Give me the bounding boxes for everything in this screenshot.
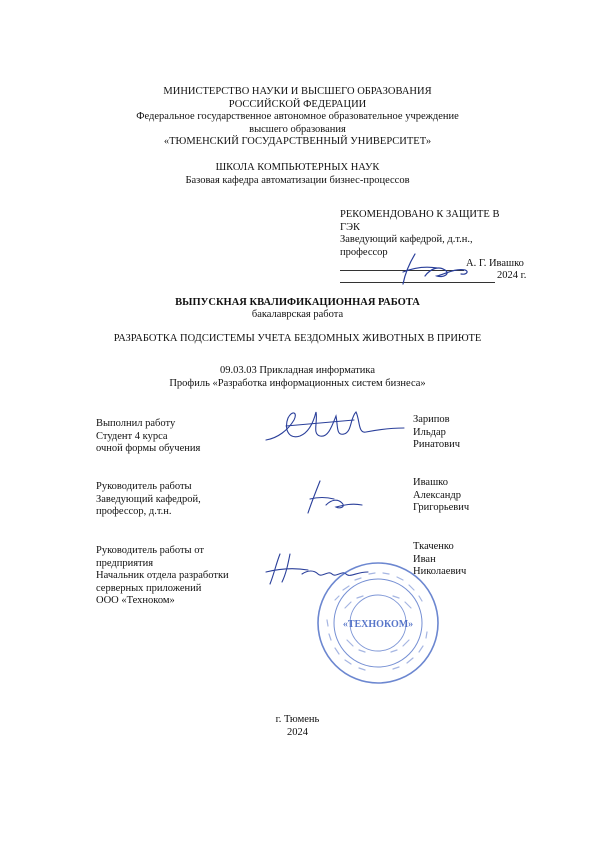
supervisor-role-line: Руководитель работы [96, 481, 192, 492]
approval-line-3: Заведующий кафедрой, д.т.н., [340, 234, 473, 246]
approval-year: 2024 г. [497, 270, 527, 281]
approval-line-4: профессор [340, 246, 388, 258]
specialty-profile: Профиль «Разработка информационных систем бизнеса» [169, 378, 426, 389]
supervisor-role-line: Заведующий кафедрой, [96, 493, 201, 505]
institution-line-2: высшего образования [249, 123, 346, 135]
company-supervisor-name-line: Николаевич [413, 566, 467, 578]
institution-line-1: Федеральное государственное автономное образовательное учреждение [136, 111, 459, 123]
ministry-line-1: МИНИСТЕРСТВО НАУКИ И ВЫСШЕГО ОБРАЗОВАНИЯ [163, 86, 432, 97]
work-title: РАЗРАБОТКА ПОДСИСТЕМЫ УЧЕТА БЕЗДОМНЫХ ЖИВОТНЫХ В ПРИЮТЕ [113, 333, 482, 344]
specialty-code: 09.03.03 Прикладная информатика [219, 365, 376, 376]
stamp-center-text: «ТЕХНОКОМ» [342, 619, 414, 630]
school-name: ШКОЛА КОМПЬЮТЕРНЫХ НАУК [215, 162, 380, 173]
supervisor-name [413, 477, 469, 515]
student-signature [258, 400, 408, 448]
university-name: «ТЮМЕНСКИЙ ГОСУДАРСТВЕННЫЙ УНИВЕРСИТЕТ» [163, 136, 432, 148]
school-block [0, 162, 595, 187]
ministry-header [0, 86, 595, 149]
student-role-line: очной формы обучения [96, 443, 201, 455]
work-type: ВЫПУСКНАЯ КВАЛИФИКАЦИОННАЯ РАБОТА [175, 297, 420, 308]
student-name [413, 414, 460, 452]
supervisor-name-line: Григорьевич [413, 502, 470, 514]
approver-signature [385, 250, 475, 286]
company-supervisor-role-line: Руководитель работы от [96, 545, 204, 556]
student-name-line: Ринатович [413, 439, 461, 451]
footer [0, 714, 595, 739]
student-role-line: Выполнил работу [96, 418, 176, 429]
company-supervisor-role [96, 545, 229, 608]
company-stamp [315, 560, 441, 686]
company-supervisor-role-line: Начальник отдела разработки [96, 570, 229, 582]
ministry-line-2: РОССИЙСКОЙ ФЕДЕРАЦИИ [228, 98, 367, 110]
approval-line-2: ГЭК [340, 221, 361, 233]
footer-year: 2024 [287, 726, 308, 738]
company-supervisor-role-line: ООО «Техноком» [96, 595, 175, 607]
work-level: бакалаврская работа [251, 309, 344, 320]
student-role-line: Студент 4 курса [96, 430, 168, 442]
department-name: Базовая кафедра автоматизации бизнес-процессов [185, 174, 410, 186]
supervisor-signature [298, 477, 368, 515]
supervisor-name-line: Александр [413, 489, 461, 501]
approval-line-1: РЕКОМЕНДОВАНО К ЗАЩИТЕ В [340, 209, 500, 220]
student-name-line: Зарипов [413, 414, 450, 425]
supervisor-name-line: Ивашко [413, 477, 448, 488]
company-supervisor-name-line: Иван [413, 553, 436, 565]
footer-city: г. Тюмень [275, 714, 320, 725]
student-role [96, 418, 200, 456]
approver-name: А. Г. Ивашко [466, 258, 524, 269]
student-name-line: Ильдар [413, 426, 446, 438]
company-supervisor-name-line: Ткаченко [413, 541, 454, 552]
supervisor-role-line: профессор, д.т.н. [96, 506, 172, 518]
company-supervisor-role-line: серверных приложений [96, 582, 202, 594]
supervisor-role [96, 481, 201, 519]
company-supervisor-role-line: предприятия [96, 557, 154, 569]
